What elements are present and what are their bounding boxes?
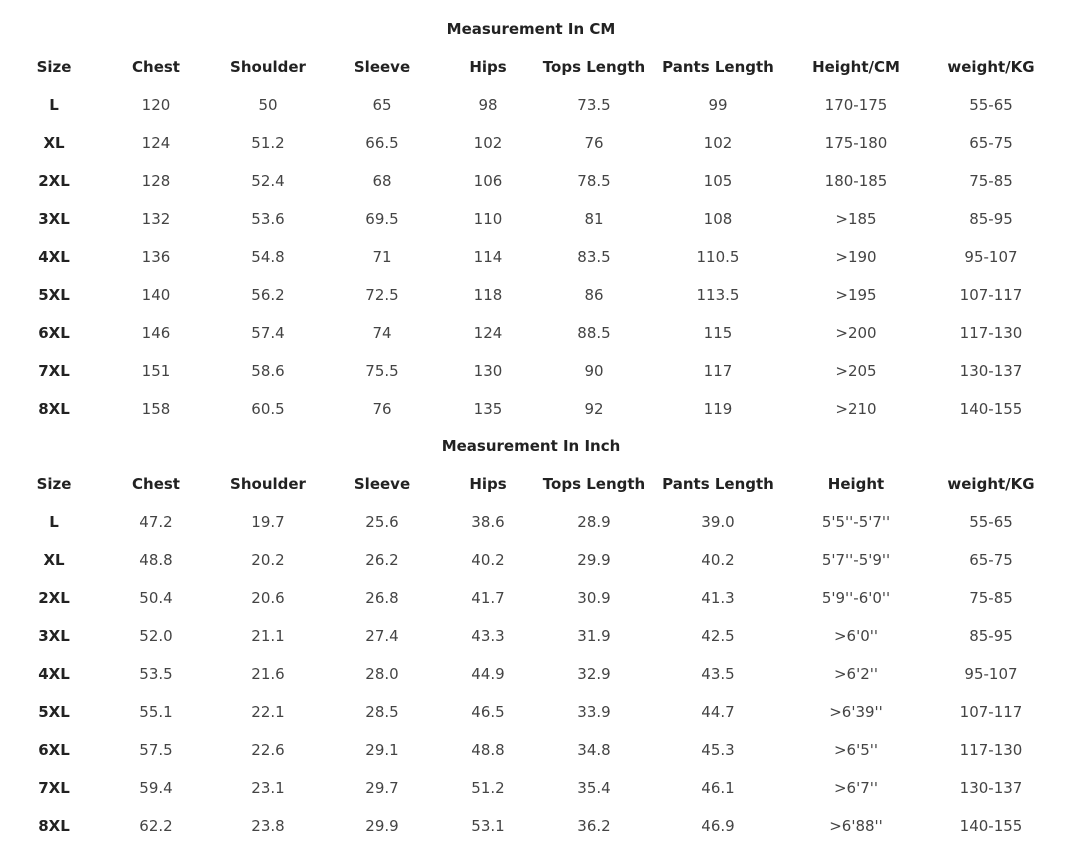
cell-hips: 40.2 (471, 551, 505, 569)
table-row (0, 617, 1080, 655)
cell-tops-length: 35.4 (577, 779, 611, 797)
cell-size: XL (43, 551, 65, 569)
table-row (0, 769, 1080, 807)
table-row (0, 693, 1080, 731)
cell-hips: 41.7 (471, 589, 505, 607)
cell-tops-length: 73.5 (577, 96, 611, 114)
cell-height: >205 (835, 362, 877, 380)
cell-height: >6'88'' (829, 817, 883, 835)
cell-chest: 47.2 (139, 513, 173, 531)
cm-header-row (0, 48, 1080, 86)
inch-table-title: Measurement In Inch (441, 437, 621, 455)
cell-hips: 102 (473, 134, 503, 152)
cell-hips: 118 (473, 286, 503, 304)
cell-shoulder: 56.2 (251, 286, 285, 304)
cell-tops-length: 29.9 (577, 551, 611, 569)
cell-sleeve: 25.6 (365, 513, 399, 531)
header-height: Height (827, 475, 885, 493)
cell-chest: 120 (141, 96, 171, 114)
cm-table-title: Measurement In CM (446, 20, 616, 38)
table-row (0, 238, 1080, 276)
cell-height: 180-185 (824, 172, 888, 190)
table-row (0, 390, 1080, 428)
cell-sleeve: 76 (372, 400, 392, 418)
cell-shoulder: 51.2 (251, 134, 285, 152)
cell-pants-length: 119 (703, 400, 733, 418)
cell-shoulder: 23.1 (251, 779, 285, 797)
cell-chest: 59.4 (139, 779, 173, 797)
cell-weight: 130-137 (959, 779, 1023, 797)
header-sleeve: Sleeve (353, 475, 411, 493)
table-row (0, 541, 1080, 579)
cell-chest: 132 (141, 210, 171, 228)
cell-size: 6XL (38, 324, 70, 342)
cell-weight: 85-95 (969, 210, 1013, 228)
table-row (0, 807, 1080, 845)
cell-shoulder: 50 (258, 96, 278, 114)
cell-chest: 128 (141, 172, 171, 190)
cm-table-body (0, 86, 1080, 428)
cell-weight: 107-117 (959, 703, 1023, 721)
cell-size: 4XL (38, 248, 70, 266)
cell-tops-length: 31.9 (577, 627, 611, 645)
header-height: Height/CM (812, 58, 900, 76)
cell-shoulder: 54.8 (251, 248, 285, 266)
table-row (0, 276, 1080, 314)
cell-sleeve: 27.4 (365, 627, 399, 645)
cell-weight: 75-85 (969, 589, 1013, 607)
cell-size: 5XL (38, 286, 70, 304)
cell-sleeve: 72.5 (365, 286, 399, 304)
cell-pants-length: 43.5 (701, 665, 735, 683)
cell-pants-length: 105 (703, 172, 733, 190)
cell-hips: 53.1 (471, 817, 505, 835)
cell-shoulder: 23.8 (251, 817, 285, 835)
cell-weight: 140-155 (959, 817, 1023, 835)
cell-size: 6XL (38, 741, 70, 759)
cell-weight: 65-75 (969, 551, 1013, 569)
cell-size: 3XL (38, 210, 70, 228)
cell-tops-length: 83.5 (577, 248, 611, 266)
cell-weight: 130-137 (959, 362, 1023, 380)
cell-tops-length: 33.9 (577, 703, 611, 721)
cell-height: >6'5'' (833, 741, 879, 759)
cell-weight: 55-65 (969, 96, 1013, 114)
cell-weight: 95-107 (964, 248, 1018, 266)
cell-weight: 107-117 (959, 286, 1023, 304)
cell-sleeve: 69.5 (365, 210, 399, 228)
cell-tops-length: 28.9 (577, 513, 611, 531)
table-row (0, 731, 1080, 769)
cell-pants-length: 44.7 (701, 703, 735, 721)
cell-height: 175-180 (824, 134, 888, 152)
cell-tops-length: 88.5 (577, 324, 611, 342)
cell-chest: 52.0 (139, 627, 173, 645)
cell-size: 2XL (38, 172, 70, 190)
cell-pants-length: 99 (708, 96, 728, 114)
cell-chest: 151 (141, 362, 171, 380)
table-row (0, 352, 1080, 390)
cell-height: >6'2'' (833, 665, 879, 683)
cell-tops-length: 76 (584, 134, 604, 152)
cell-chest: 55.1 (139, 703, 173, 721)
cell-pants-length: 39.0 (701, 513, 735, 531)
cell-size: L (49, 513, 59, 531)
cell-chest: 57.5 (139, 741, 173, 759)
cell-hips: 51.2 (471, 779, 505, 797)
cell-tops-length: 34.8 (577, 741, 611, 759)
cell-height: >6'39'' (829, 703, 883, 721)
header-shoulder: Shoulder (230, 475, 306, 493)
table-row (0, 162, 1080, 200)
cell-chest: 48.8 (139, 551, 173, 569)
header-weight: weight/KG (947, 58, 1035, 76)
header-size: Size (36, 58, 72, 76)
cell-size: 7XL (38, 779, 70, 797)
header-hips: Hips (469, 58, 507, 76)
cell-hips: 43.3 (471, 627, 505, 645)
cm-size-table (0, 48, 1080, 428)
header-tops-length: Tops Length (542, 475, 646, 493)
cell-sleeve: 29.7 (365, 779, 399, 797)
cell-tops-length: 78.5 (577, 172, 611, 190)
cell-height: 5'7''-5'9'' (821, 551, 891, 569)
cell-tops-length: 86 (584, 286, 604, 304)
cell-hips: 48.8 (471, 741, 505, 759)
cell-sleeve: 26.2 (365, 551, 399, 569)
table-row (0, 200, 1080, 238)
table-row (0, 86, 1080, 124)
cell-hips: 130 (473, 362, 503, 380)
cell-chest: 140 (141, 286, 171, 304)
inch-table-body (0, 503, 1080, 845)
cell-chest: 50.4 (139, 589, 173, 607)
cell-size: 8XL (38, 400, 70, 418)
cell-tops-length: 81 (584, 210, 604, 228)
cell-shoulder: 21.1 (251, 627, 285, 645)
cell-shoulder: 57.4 (251, 324, 285, 342)
cell-shoulder: 60.5 (251, 400, 285, 418)
cell-pants-length: 46.1 (701, 779, 735, 797)
cell-chest: 136 (141, 248, 171, 266)
table-row (0, 314, 1080, 352)
cell-sleeve: 68 (372, 172, 392, 190)
cell-tops-length: 90 (584, 362, 604, 380)
cell-sleeve: 66.5 (365, 134, 399, 152)
cell-pants-length: 41.3 (701, 589, 735, 607)
cell-chest: 124 (141, 134, 171, 152)
header-pants-length: Pants Length (662, 58, 774, 76)
cell-shoulder: 52.4 (251, 172, 285, 190)
cell-height: >210 (835, 400, 877, 418)
cell-chest: 62.2 (139, 817, 173, 835)
cell-sleeve: 65 (372, 96, 392, 114)
cell-height: >200 (835, 324, 877, 342)
table-row (0, 503, 1080, 541)
cell-sleeve: 29.9 (365, 817, 399, 835)
cell-chest: 53.5 (139, 665, 173, 683)
cell-size: 3XL (38, 627, 70, 645)
cell-hips: 106 (473, 172, 503, 190)
cell-hips: 38.6 (471, 513, 505, 531)
cell-shoulder: 22.6 (251, 741, 285, 759)
table-row (0, 124, 1080, 162)
cell-size: 4XL (38, 665, 70, 683)
inch-header-row (0, 465, 1080, 503)
table-row (0, 655, 1080, 693)
cell-sleeve: 29.1 (365, 741, 399, 759)
cell-hips: 98 (478, 96, 498, 114)
header-sleeve: Sleeve (353, 58, 411, 76)
cell-tops-length: 36.2 (577, 817, 611, 835)
header-pants-length: Pants Length (662, 475, 774, 493)
cell-pants-length: 46.9 (701, 817, 735, 835)
cell-weight: 117-130 (959, 741, 1023, 759)
cell-sleeve: 74 (372, 324, 392, 342)
cell-weight: 65-75 (969, 134, 1013, 152)
cell-shoulder: 20.2 (251, 551, 285, 569)
cell-shoulder: 58.6 (251, 362, 285, 380)
cell-shoulder: 19.7 (251, 513, 285, 531)
cell-tops-length: 30.9 (577, 589, 611, 607)
cell-hips: 124 (473, 324, 503, 342)
cell-height: 5'9''-6'0'' (821, 589, 891, 607)
cell-pants-length: 113.5 (696, 286, 740, 304)
cell-height: >6'7'' (833, 779, 879, 797)
header-chest: Chest (132, 58, 180, 76)
cell-size: 5XL (38, 703, 70, 721)
cell-weight: 140-155 (959, 400, 1023, 418)
cell-sleeve: 26.8 (365, 589, 399, 607)
cell-shoulder: 22.1 (251, 703, 285, 721)
cell-size: 2XL (38, 589, 70, 607)
cell-height: >185 (835, 210, 877, 228)
cell-weight: 95-107 (964, 665, 1018, 683)
cell-sleeve: 75.5 (365, 362, 399, 380)
cell-size: 7XL (38, 362, 70, 380)
cell-sleeve: 71 (372, 248, 392, 266)
header-hips: Hips (469, 475, 507, 493)
header-size: Size (36, 475, 72, 493)
cell-tops-length: 92 (584, 400, 604, 418)
cell-size: L (49, 96, 59, 114)
cell-pants-length: 115 (703, 324, 733, 342)
cell-height: 170-175 (824, 96, 888, 114)
cell-shoulder: 21.6 (251, 665, 285, 683)
cell-weight: 117-130 (959, 324, 1023, 342)
cell-hips: 110 (473, 210, 503, 228)
header-tops-length: Tops Length (542, 58, 646, 76)
cell-chest: 158 (141, 400, 171, 418)
cell-weight: 55-65 (969, 513, 1013, 531)
cell-pants-length: 110.5 (696, 248, 740, 266)
cell-hips: 46.5 (471, 703, 505, 721)
cell-sleeve: 28.5 (365, 703, 399, 721)
cell-pants-length: 108 (703, 210, 733, 228)
cell-height: >6'0'' (833, 627, 879, 645)
cell-sleeve: 28.0 (365, 665, 399, 683)
cell-height: >190 (835, 248, 877, 266)
cell-pants-length: 45.3 (701, 741, 735, 759)
cell-weight: 85-95 (969, 627, 1013, 645)
cell-height: 5'5''-5'7'' (821, 513, 891, 531)
cell-pants-length: 117 (703, 362, 733, 380)
cell-weight: 75-85 (969, 172, 1013, 190)
cell-pants-length: 40.2 (701, 551, 735, 569)
cell-height: >195 (835, 286, 877, 304)
cell-size: 8XL (38, 817, 70, 835)
cell-size: XL (43, 134, 65, 152)
inch-size-table (0, 465, 1080, 845)
header-weight: weight/KG (947, 475, 1035, 493)
header-shoulder: Shoulder (230, 58, 306, 76)
cell-pants-length: 42.5 (701, 627, 735, 645)
cell-shoulder: 53.6 (251, 210, 285, 228)
table-row (0, 579, 1080, 617)
cell-tops-length: 32.9 (577, 665, 611, 683)
cell-chest: 146 (141, 324, 171, 342)
cell-shoulder: 20.6 (251, 589, 285, 607)
header-chest: Chest (132, 475, 180, 493)
cell-hips: 135 (473, 400, 503, 418)
cell-hips: 114 (473, 248, 503, 266)
cell-hips: 44.9 (471, 665, 505, 683)
cell-pants-length: 102 (703, 134, 733, 152)
